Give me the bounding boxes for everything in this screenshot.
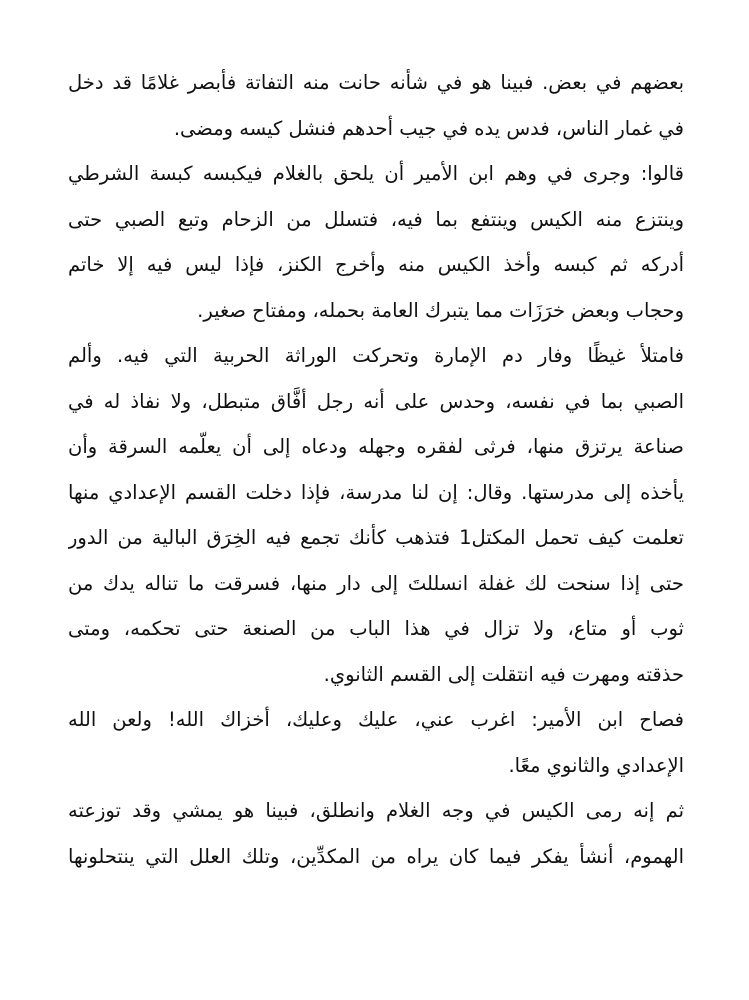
text-line: وينتزع منه الكيس وينتفع بما فيه، فتسلل من الزحام وتبع الصبي حتى: [68, 207, 684, 231]
text-line: قالوا: وجرى في وهم ابن الأمير أن يلحق بالغلام فيكبسه كبسة الشرطي: [68, 162, 684, 185]
text-line: الهموم، أنشأ يفكر فيما كان يراه من المكدِّين، وتلك العلل التي ينتحلونها: [68, 844, 684, 868]
text-line: ثم إنه رمى الكيس في وجه الغلام وانطلق، فبينا هو يمشي وقد توزعته: [68, 799, 684, 822]
text-line: حتى إذا سنحت لك غفلة انسللتَ إلى دار منها، فسرقت ما تناله يدك من: [68, 571, 684, 595]
text-line: صناعة يرتزق منها، فرثى لفقره وجهله ودعاه إلى أن يعلّمه السرقة وأن: [68, 435, 684, 458]
text-line: فامتلأ غيظًا وفار دم الإمارة وتحركت الوراثة الحربية التي فيه. وألم: [68, 344, 684, 367]
body-text: [68, 60, 684, 879]
text-line: يأخذه إلى مدرستها. وقال: إن لنا مدرسة، فإذا دخلت القسم الإعدادي منها: [68, 480, 684, 504]
text-line: حذقته ومهرت فيه انتقلت إلى القسم الثانوي.: [323, 662, 684, 686]
text-line: الصبي بما في نفسه، وحدس على أنه رجل أفَّاق متبطل، ولا نفاذ له في: [68, 389, 684, 413]
text-line: ثوب أو متاع، ولا تزال في هذا الباب من الصنعة حتى تحكمه، ومتى: [68, 617, 684, 640]
text-line: أدركه ثم كبسه وأخذ الكيس منه وأخرج الكنز، فإذا ليس فيه إلا خاتم: [68, 253, 684, 276]
text-line: بعضهم في بعض. فبينا هو في شأنه حانت منه التفاتة فأبصر غلامًا قد دخل: [68, 71, 684, 94]
text-line: فصاح ابن الأمير: اغرب عني، عليك وعليك، أخزاك الله! ولعن الله: [68, 708, 684, 731]
text-line: تعلمت كيف تحمل المكتل1 فتذهب كأنك تجمع فيه الخِرَق البالية من الدور: [68, 526, 684, 549]
text-line: في غمار الناس، فدس يده في جيب أحدهم فنشل كيسه ومضى.: [173, 116, 684, 140]
text-line: الإعدادي والثانوي معًا.: [508, 753, 684, 777]
text-line: وحجاب وبعض خرَزَات مما يتبرك العامة بحمله، ومفتاح صغير.: [197, 298, 684, 322]
